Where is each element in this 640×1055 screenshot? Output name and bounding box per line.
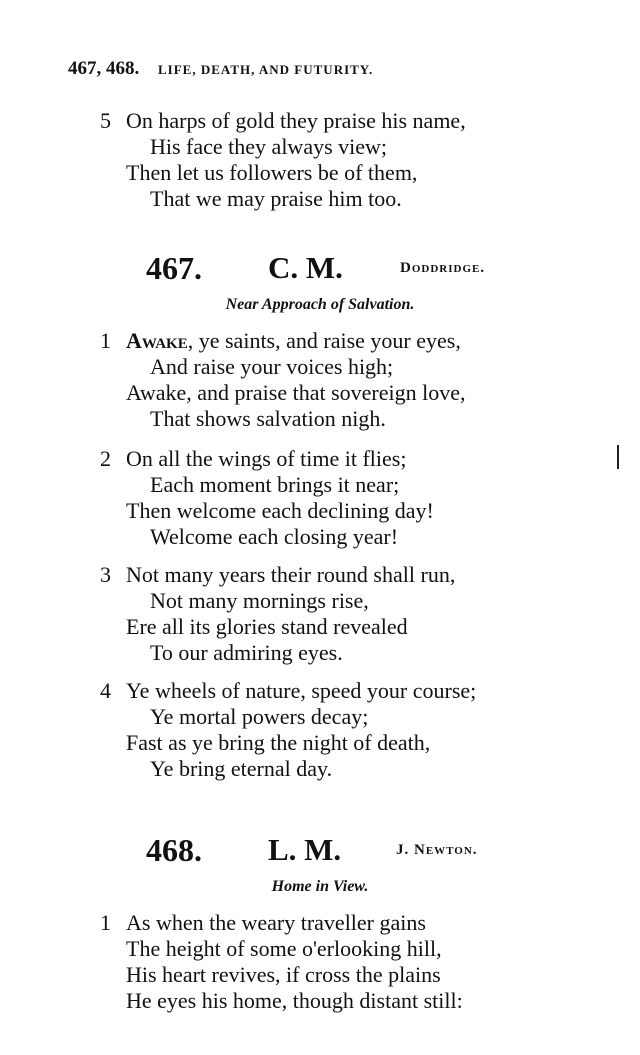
hymn-meter: C. M. (268, 250, 343, 285)
verse-line: On all the wings of time it flies; (126, 446, 407, 471)
verse-line: Not many mornings rise, (150, 588, 369, 613)
running-head (68, 58, 373, 80)
verse-line: Each moment brings it near; (150, 472, 400, 497)
hymn-468-header (0, 832, 640, 872)
hymn-subtitle: Near Approach of Salvation. (225, 296, 415, 313)
verse-line: That we may praise him too. (150, 186, 402, 211)
verse-line: Ye mortal powers decay; (150, 704, 369, 729)
page-numbers: 467, 468. (68, 58, 140, 79)
margin-mark (617, 445, 619, 469)
hymn-author: J. Newton. (396, 842, 478, 858)
verse-line: Not many years their round shall run, (126, 562, 456, 587)
stanza-number: 1 (100, 328, 111, 353)
hymn-467-header (0, 250, 640, 290)
verse-line: Awake, and praise that sovereign love, (126, 380, 466, 405)
verse-line: Welcome each closing year! (150, 524, 399, 549)
stanza-number: 4 (100, 678, 111, 703)
hymn-subtitle: Home in View. (271, 878, 369, 895)
first-word: Awake (126, 328, 188, 353)
verse-line: And raise your voices high; (150, 354, 394, 379)
verse-line: Then let us followers be of them, (126, 160, 418, 185)
hymn-number: 468. (146, 832, 202, 868)
stanza-number: 1 (100, 910, 111, 935)
running-title: LIFE, DEATH, AND FUTURITY. (158, 62, 374, 77)
stanza-number: 2 (100, 446, 111, 471)
verse-line: The height of some o'erlooking hill, (126, 936, 442, 961)
hymn-meter: L. M. (268, 832, 342, 867)
verse-line: As when the weary traveller gains (126, 910, 426, 935)
verse-line: On harps of gold they praise his name, (126, 108, 466, 133)
verse-line: Ye wheels of nature, speed your course; (126, 678, 477, 703)
hymn-number: 467. (146, 250, 202, 286)
verse-line: His face they always view; (150, 134, 388, 159)
verse-line: His heart revives, if cross the plains (126, 962, 441, 987)
verse-line: Ye bring eternal day. (150, 756, 333, 781)
verse-line: Ere all its glories stand revealed (126, 614, 408, 639)
verse-line: Fast as ye bring the night of death, (126, 730, 431, 755)
hymn-author: Doddridge. (400, 260, 486, 276)
verse-line: , ye saints, and raise your eyes, (187, 328, 461, 353)
verse-line: To our admiring eyes. (150, 640, 343, 665)
verse-line: That shows salvation nigh. (150, 406, 386, 431)
verse-line: Then welcome each declining day! (126, 498, 434, 523)
stanza-number: 3 (100, 562, 111, 587)
verse-line: He eyes his home, though distant still: (126, 988, 463, 1013)
stanza-number: 5 (100, 108, 111, 133)
